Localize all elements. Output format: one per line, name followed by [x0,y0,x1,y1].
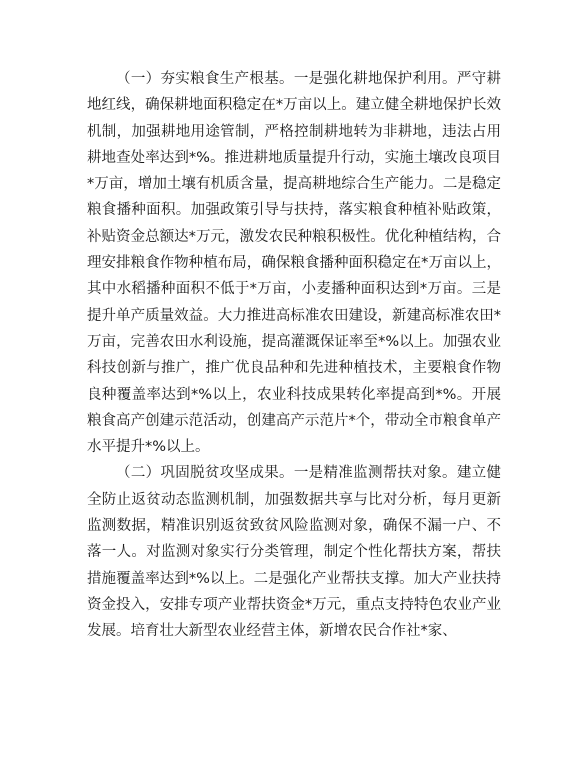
paragraph-grain-production: （一）夯实粮食生产根基。一是强化耕地保护利用。严守耕地红线，确保耕地面积稳定在*万亩以上。建立健全耕地保护长效机制，加强耕地用途管制，严格控制耕地转为非耕地，违法占用耕地查处率达到*%。推进耕地质量提升行动，实施土壤改良项目*万亩，增加土壤有机质含量，提高耕地综合生产能力。二是稳定粮食播种面积。加强政策引导与扶持，落实粮食种植补贴政策，补贴资金总额达*万元，激发农民种粮积极性。优化种植结构，合理安排粮食作物种植布局，确保粮食播种面积稳定在*万亩以上，其中水稻播种面积不低于*万亩，小麦播种面积达到*万亩。三是提升单产质量效益。大力推进高标准农田建设，新建高标准农田*万亩，完善农田水利设施，提高灌溉保证率至*%以上。加强农业科技创新与推广，推广优良品种和先进种植技术，主要粮食作物良种覆盖率达到*%以上，农业科技成果转化率提高到*%。开展粮食高产创建示范活动，创建高产示范片*个，带动全市粮食单产水平提升*%以上。 [87,71,501,456]
document-page [87,66,501,645]
paragraph-poverty-alleviation: （二）巩固脱贫攻坚成果。一是精准监测帮扶对象。建立健全防止返贫动态监测机制，加强数据共享与比对分析，每月更新监测数据，精准识别返贫致贫风险监测对象，确保不漏一户、不落一人。对监测对象实行分类管理，制定个性化帮扶方案，帮扶措施覆盖率达到*%以上。二是强化产业帮扶支撑。加大产业扶持资金投入，安排专项产业帮扶资金*万元，重点支持特色农业产业发展。培育壮大新型农业经营主体，新增农民合作社*家、 [87,465,501,640]
